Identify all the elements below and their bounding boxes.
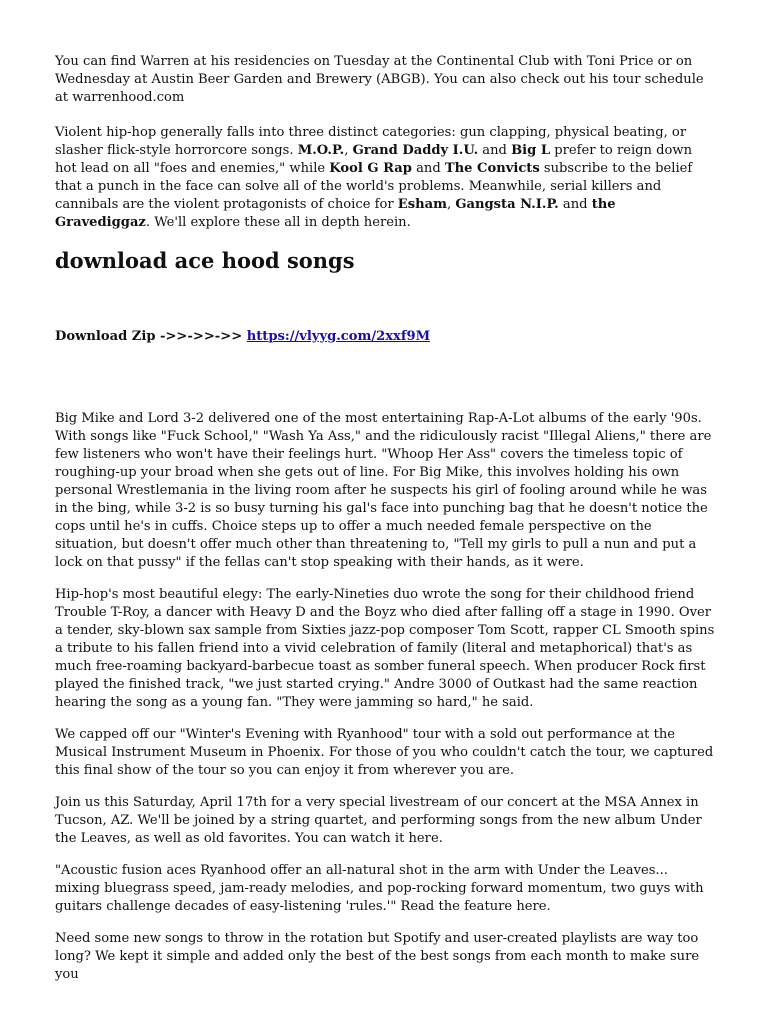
download-label: Download Zip ->>->>->> bbox=[55, 329, 247, 344]
text-run: Violent hip-hop generally falls into three distinct categories: gun clapping, physical beating, or slasher flick-style horrorcore songs. bbox=[55, 125, 687, 158]
bold-artist-esham: Esham bbox=[397, 197, 447, 212]
bold-artist-big-l: Big L bbox=[511, 143, 551, 158]
paragraph-big-mike: Big Mike and Lord 3-2 delivered one of the most entertaining Rap-A-Lot albums of the early '90s. With songs like "Fuck School," "Wash Ya Ass," and the ridiculously racist "Illegal Aliens," there are few listeners who won't have their feelings hurt. "Whoop Her Ass" covers the timeless topic of roughing-up your broad when she gets out of line. For Big Mike, this involves holding his own personal Wrestlemania in the living room after he suspects his girl of fooling around while he was in the bing, while 3-2 is so busy turning his gal's face into punching bag that he doesn't notice the cops until he's in cuffs. Choice steps up to offer a much needed female perspective on the situation, but doesn't offer much other than threatening to, "Tell my girls to pull a nun and put a lock on that pussy" if the fellas can't stop speaking with their hands, as it were. bbox=[55, 411, 712, 570]
text-run: , bbox=[344, 143, 353, 158]
text-run: subscribe to the belief that a punch in the face can solve all of the world's problems. Meanwhile, serial killers and cannibals are the violent protagonists of choice for bbox=[55, 161, 693, 212]
text-run: , bbox=[446, 197, 456, 212]
text-run: . We'll explore these all in depth herein. bbox=[145, 215, 411, 230]
text-run: prefer to reign down hot lead on all "foes and enemies," while bbox=[55, 143, 693, 176]
paragraph-warren-residencies: You can find Warren at his residencies on Tuesday at the Continental Club with Toni Price or on Wednesday at Austin Beer Garden and Brewery (ABGB). You can also check out his tour schedule at warrenhood.com bbox=[55, 54, 704, 105]
bold-artist-grand-daddy-iu: Grand Daddy I.U. bbox=[352, 143, 479, 158]
bold-artist-the-convicts: The Convicts bbox=[444, 161, 540, 176]
paragraph-livestream: Join us this Saturday, April 17th for a very special livestream of our concert at the MSA Annex in Tucson, AZ. We'll be joined by a string quartet, and performing songs from the new album Under the Leaves, as well as old favorites. You can watch it here. bbox=[55, 795, 702, 846]
paragraph-new-songs: Need some new songs to throw in the rotation but Spotify and user-created playlists are way too long? We kept it simple and added only the best of the best songs from each month to make sure you bbox=[55, 931, 700, 982]
download-line bbox=[55, 328, 715, 346]
text-run: and bbox=[411, 161, 445, 176]
paragraph-violent-hiphop bbox=[55, 124, 715, 232]
bold-artist-gangsta-nip: Gangsta N.I.P. bbox=[455, 197, 559, 212]
text-run: and bbox=[558, 197, 592, 212]
paragraph-winters-evening: We capped off our "Winter's Evening with Ryanhood" tour with a sold out performance at the Musical Instrument Museum in Phoenix. For those of you who couldn't catch the tour, we captured this final show of the tour so you can enjoy it from wherever you are. bbox=[55, 727, 714, 778]
page-heading: download ace hood songs bbox=[55, 248, 355, 273]
paragraph-acoustic-fusion: "Acoustic fusion aces Ryanhood offer an all-natural shot in the arm with Under the Leaves... mixing bluegrass speed, jam-ready melodies, and pop-rocking forward momentum, two guys with guitars challenge decades of easy-listening 'rules.'" Read the feature here. bbox=[55, 863, 704, 914]
bold-artist-gravediggaz: the Gravediggaz bbox=[55, 197, 616, 230]
text-run: and bbox=[478, 143, 512, 158]
bold-artist-kool-g-rap: Kool G Rap bbox=[329, 161, 412, 176]
paragraph-hiphop-elegy: Hip-hop's most beautiful elegy: The early-Nineties duo wrote the song for their childhood friend Trouble T-Roy, a dancer with Heavy D and the Boyz who died after falling off a stage in 1990. Over a tender, sky-blown sax sample from Sixties jazz-pop composer Tom Scott, rapper CL Smooth spins a tribute to his fallen friend into a vivid celebration of family (literal and metaphorical) that's as much free-roaming backyard-barbecue toast as somber funeral speech. When producer Rock first played the finished track, "we just started crying." Andre 3000 of Outkast had the same reaction hearing the song as a young fan. "They were jamming so hard," he said. bbox=[55, 587, 715, 710]
download-link[interactable]: https://vlyyg.com/2xxf9M bbox=[246, 329, 431, 344]
bold-artist-mop: M.O.P. bbox=[297, 143, 345, 158]
